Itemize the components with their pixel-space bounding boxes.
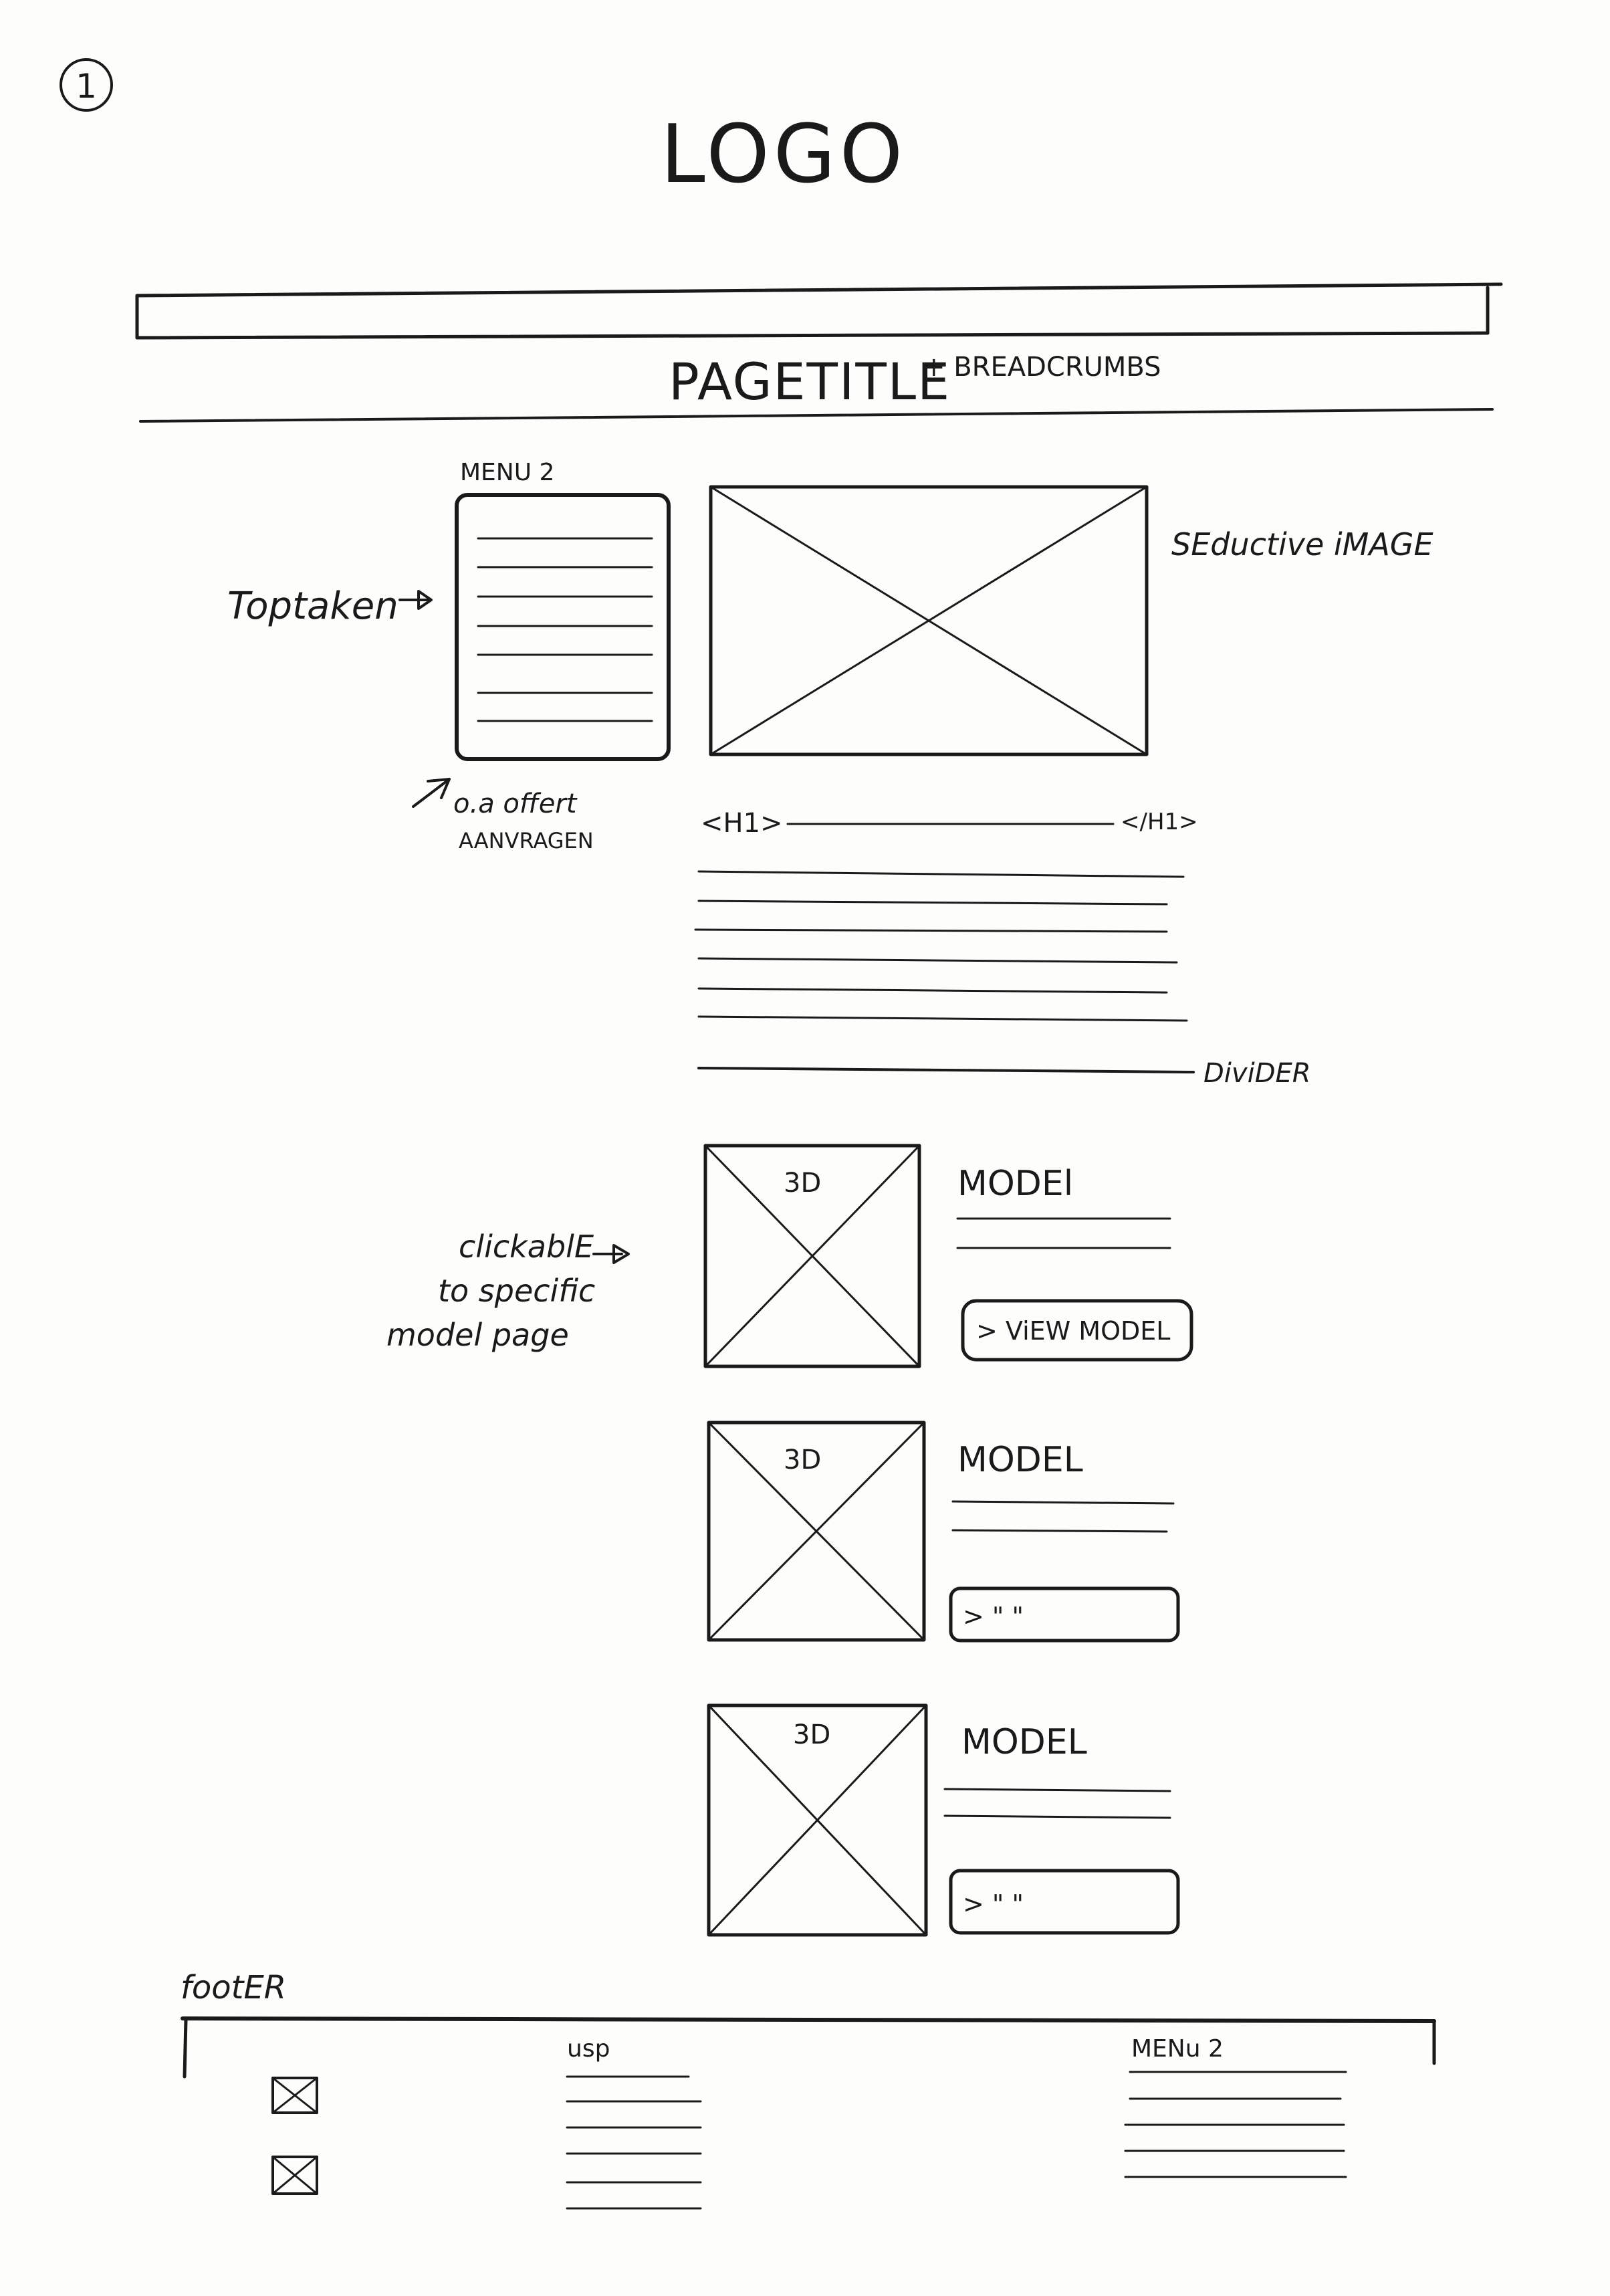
view-model-button[interactable] xyxy=(963,1301,1191,1360)
page-title: PAGETITLE xyxy=(669,352,951,411)
content-divider xyxy=(699,1068,1193,1072)
page-number-badge xyxy=(61,60,112,110)
footer-icon-image xyxy=(273,2078,317,2113)
cta-note-line2: AANVRAGEN xyxy=(459,828,594,853)
footer-icon-image xyxy=(273,2157,317,2194)
view-model-button[interactable] xyxy=(951,1588,1178,1641)
view-model-button-label: > ViEW MODEL xyxy=(976,1316,1171,1346)
model-text-line xyxy=(953,1530,1167,1532)
body-text-lines xyxy=(695,871,1187,1021)
h1-open-tag: <H1> xyxy=(701,808,783,839)
view-model-button[interactable] xyxy=(951,1871,1178,1933)
model-text-line xyxy=(953,1501,1173,1503)
text-line xyxy=(699,871,1183,877)
model-card[interactable] xyxy=(709,1705,1178,1935)
nav-bar xyxy=(137,284,1501,338)
model-3d-label: 3D xyxy=(784,1168,822,1198)
model-title: MODEL xyxy=(961,1722,1087,1762)
footer-usp-list xyxy=(567,2077,701,2208)
model-3d-label: 3D xyxy=(784,1445,822,1475)
logo: LOGO xyxy=(660,108,907,201)
h1-close-tag: </H1> xyxy=(1121,809,1198,835)
models-note-line2: to specific xyxy=(438,1273,596,1309)
cta-arrow xyxy=(413,779,449,807)
cta-note-line1: o.a offert xyxy=(453,789,577,819)
sidebar-menu-label: MENU 2 xyxy=(460,459,555,486)
hero-image-note: SEductive iMAGE xyxy=(1171,526,1433,562)
models-note-arrow xyxy=(594,1245,628,1263)
text-line xyxy=(699,958,1177,962)
model-card[interactable] xyxy=(705,1146,1191,1366)
view-model-button-label: > " " xyxy=(963,1889,1024,1919)
model-title: MODEL xyxy=(957,1440,1083,1480)
text-line xyxy=(699,1017,1187,1021)
footer-usp-label: usp xyxy=(567,2035,610,2063)
footer-menu[interactable] xyxy=(1125,2072,1346,2177)
toptaken-note: Toptaken xyxy=(227,585,398,628)
model-title: MODEl xyxy=(957,1164,1074,1204)
models-note-line3: model page xyxy=(386,1317,569,1353)
sidebar-menu[interactable] xyxy=(457,495,669,759)
footer-menu-label: MENu 2 xyxy=(1131,2035,1224,2063)
model-card[interactable] xyxy=(709,1423,1178,1641)
toptaken-arrow xyxy=(400,591,431,609)
text-line xyxy=(695,930,1167,932)
model-text-line xyxy=(945,1816,1170,1818)
divider-note: DiviDER xyxy=(1203,1058,1311,1089)
hero-image-placeholder xyxy=(711,487,1147,754)
view-model-button-label: > " " xyxy=(963,1602,1024,1631)
footer-label: footER xyxy=(181,1969,287,2006)
page-number: 1 xyxy=(76,67,97,106)
text-line xyxy=(699,901,1167,904)
models-note-line1: clickablE xyxy=(459,1229,594,1265)
text-line xyxy=(699,988,1167,993)
model-3d-label: 3D xyxy=(793,1719,831,1750)
model-text-line xyxy=(945,1789,1170,1791)
breadcrumbs-note: + BREADCRUMBS xyxy=(923,352,1161,383)
footer-frame xyxy=(183,2018,1434,2077)
